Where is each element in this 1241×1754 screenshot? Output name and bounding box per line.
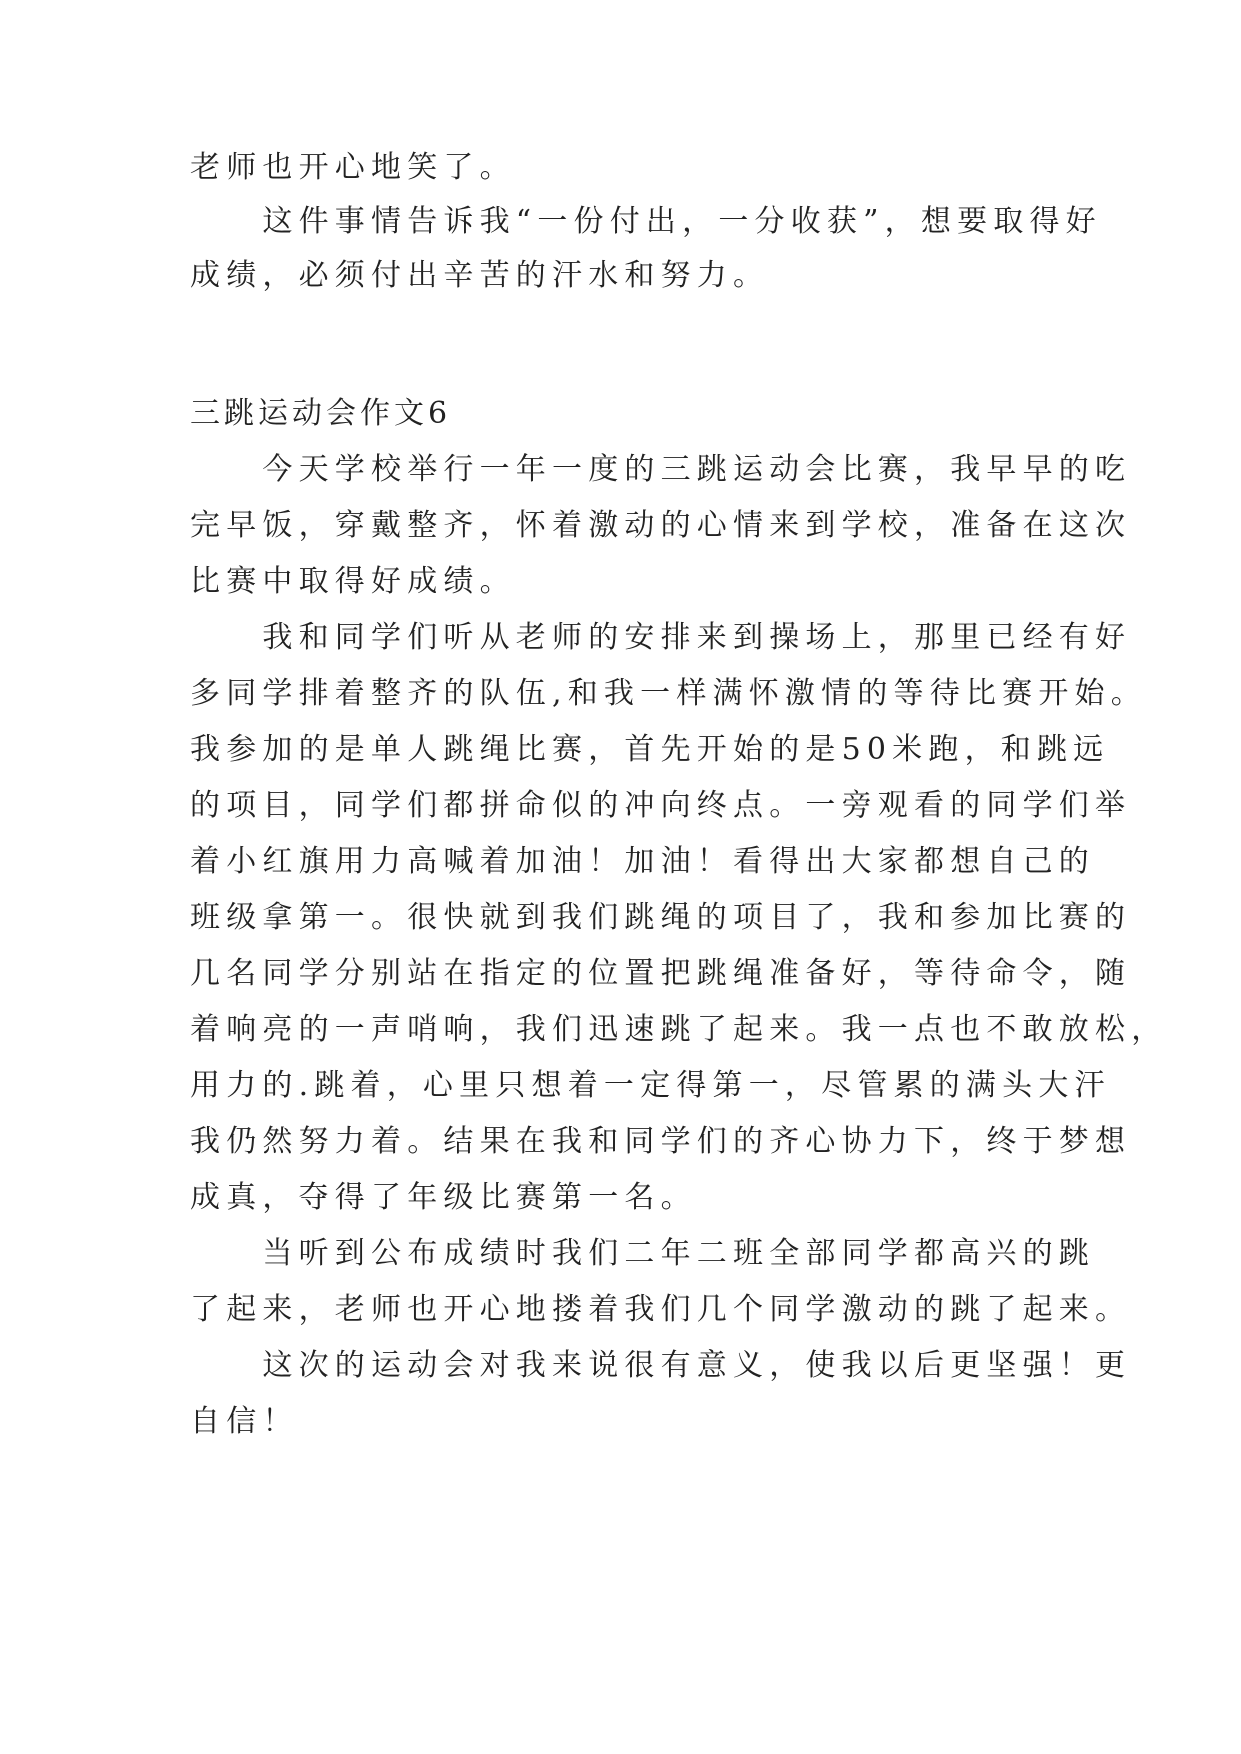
text-line: 我参加的是单人跳绳比赛，首先开始的是50米跑，和跳远 (190, 732, 1110, 767)
text-line: 着小红旗用力高喊着加油！加油！看得出大家都想自己的 (190, 844, 1095, 879)
text-line: 着响亮的一声哨响，我们迅速跳了起来。我一点也不敢放松， (190, 1012, 1168, 1047)
text-line: 成绩，必须付出辛苦的汗水和努力。 (190, 258, 770, 293)
text-line: 我仍然努力着。结果在我和同学们的齐心协力下，终于梦想 (190, 1124, 1132, 1159)
text-line: 这次的运动会对我来说很有意义，使我以后更坚强！更 (190, 1348, 1132, 1383)
section-heading: 三跳运动会作文6 (190, 396, 452, 431)
text-line: 班级拿第一。很快就到我们跳绳的项目了，我和参加比赛的 (190, 900, 1132, 935)
text-line: 多同学排着整齐的队伍,和我一样满怀激情的等待比赛开始。 (190, 676, 1147, 711)
text-line: 当听到公布成绩时我们二年二班全部同学都高兴的跳 (190, 1236, 1095, 1271)
text-line: 比赛中取得好成绩。 (190, 564, 516, 599)
text-line: 自信！ (190, 1404, 299, 1439)
text-line: 了起来，老师也开心地搂着我们几个同学激动的跳了起来。 (190, 1292, 1132, 1327)
text-line: 用力的.跳着，心里只想着一定得第一，尽管累的满头大汗 (190, 1068, 1111, 1103)
text-line: 成真，夺得了年级比赛第一名。 (190, 1180, 697, 1215)
text-line: 完早饭，穿戴整齐，怀着激动的心情来到学校，准备在这次 (190, 508, 1132, 543)
text-line: 今天学校举行一年一度的三跳运动会比赛，我早早的吃 (190, 452, 1132, 487)
text-line: 老师也开心地笑了。 (190, 150, 516, 185)
text-line: 几名同学分别站在指定的位置把跳绳准备好，等待命令，随 (190, 956, 1132, 991)
text-line: 这件事情告诉我“一份付出，一分收获”，想要取得好 (190, 204, 1102, 239)
text-line: 的项目，同学们都拼命似的冲向终点。一旁观看的同学们举 (190, 788, 1132, 823)
text-line: 我和同学们听从老师的安排来到操场上，那里已经有好 (190, 620, 1132, 655)
